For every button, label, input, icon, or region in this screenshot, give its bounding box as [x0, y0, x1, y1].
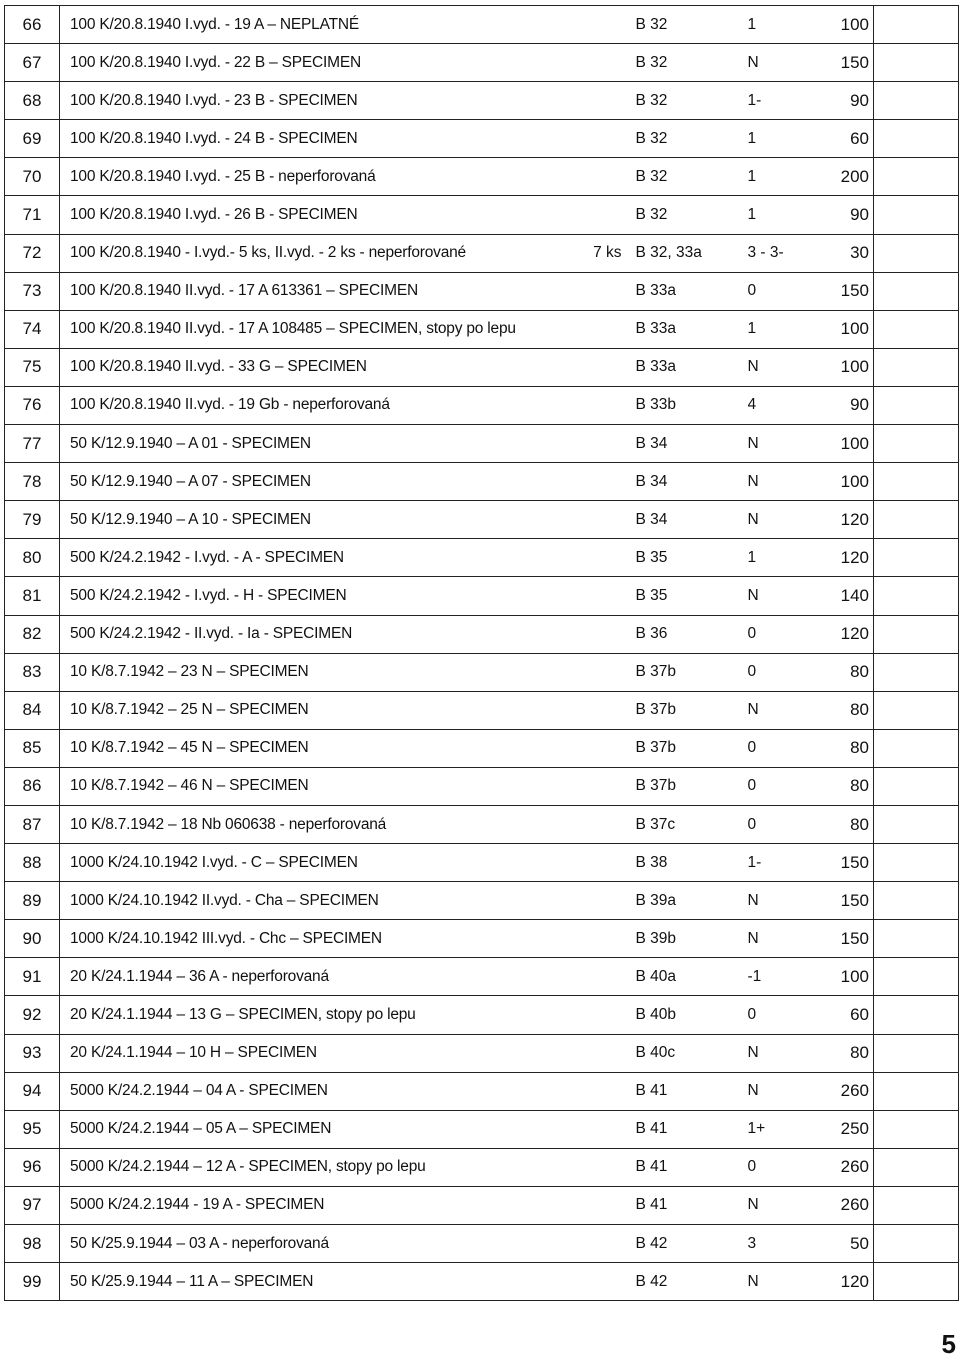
lot-number: 98: [5, 1225, 60, 1263]
catalog-number: B 32: [636, 196, 748, 234]
lot-quantity: [568, 463, 636, 501]
table-row: [5, 234, 959, 272]
lot-quantity: [568, 958, 636, 996]
lot-description: 20 K/24.1.1944 – 13 G – SPECIMEN, stopy po lepu: [60, 996, 568, 1034]
lot-quantity: [568, 1225, 636, 1263]
lot-quantity: [568, 425, 636, 463]
lot-quantity: [568, 1034, 636, 1072]
empty-cell: [874, 653, 959, 691]
empty-cell: [874, 1072, 959, 1110]
empty-cell: [874, 844, 959, 882]
empty-cell: [874, 120, 959, 158]
starting-price: 100: [820, 6, 874, 44]
starting-price: 30: [820, 234, 874, 272]
starting-price: 80: [820, 1034, 874, 1072]
starting-price: 150: [820, 272, 874, 310]
lot-description: 500 K/24.2.1942 - I.vyd. - H - SPECIMEN: [60, 577, 568, 615]
lot-quantity: [568, 1186, 636, 1224]
table-row: [5, 44, 959, 82]
lot-description: 1000 K/24.10.1942 I.vyd. - C – SPECIMEN: [60, 844, 568, 882]
lot-number: 81: [5, 577, 60, 615]
lot-number: 95: [5, 1110, 60, 1148]
condition-grade: N: [748, 44, 820, 82]
starting-price: 90: [820, 82, 874, 120]
lot-number: 79: [5, 501, 60, 539]
catalog-number: B 42: [636, 1263, 748, 1301]
table-row: [5, 539, 959, 577]
catalog-number: B 40c: [636, 1034, 748, 1072]
starting-price: 100: [820, 310, 874, 348]
starting-price: 250: [820, 1110, 874, 1148]
lot-description: 50 K/25.9.1944 – 03 A - neperforovaná: [60, 1225, 568, 1263]
lot-number: 75: [5, 348, 60, 386]
empty-cell: [874, 6, 959, 44]
empty-cell: [874, 958, 959, 996]
empty-cell: [874, 310, 959, 348]
lot-number: 94: [5, 1072, 60, 1110]
empty-cell: [874, 767, 959, 805]
starting-price: 150: [820, 882, 874, 920]
catalog-number: B 32, 33a: [636, 234, 748, 272]
condition-grade: 4: [748, 386, 820, 424]
lot-number: 97: [5, 1186, 60, 1224]
starting-price: 80: [820, 729, 874, 767]
starting-price: 80: [820, 767, 874, 805]
starting-price: 260: [820, 1186, 874, 1224]
lot-description: 100 K/20.8.1940 II.vyd. - 19 Gb - neperforovaná: [60, 386, 568, 424]
starting-price: 90: [820, 196, 874, 234]
lot-quantity: [568, 539, 636, 577]
starting-price: 100: [820, 958, 874, 996]
starting-price: 150: [820, 44, 874, 82]
table-row: [5, 272, 959, 310]
table-row: [5, 120, 959, 158]
catalog-number: B 37c: [636, 805, 748, 843]
empty-cell: [874, 348, 959, 386]
empty-cell: [874, 1186, 959, 1224]
empty-cell: [874, 272, 959, 310]
empty-cell: [874, 1034, 959, 1072]
catalog-number: B 39a: [636, 882, 748, 920]
condition-grade: 3 - 3-: [748, 234, 820, 272]
lot-description: 100 K/20.8.1940 - I.vyd.- 5 ks, II.vyd. - 2 ks - neperforované: [60, 234, 568, 272]
condition-grade: N: [748, 1034, 820, 1072]
condition-grade: 0: [748, 615, 820, 653]
lot-description: 100 K/20.8.1940 I.vyd. - 26 B - SPECIMEN: [60, 196, 568, 234]
lot-number: 96: [5, 1148, 60, 1186]
lot-description: 5000 K/24.2.1944 – 04 A - SPECIMEN: [60, 1072, 568, 1110]
lot-quantity: [568, 996, 636, 1034]
table-row: [5, 348, 959, 386]
empty-cell: [874, 386, 959, 424]
lot-number: 76: [5, 386, 60, 424]
lot-description: 100 K/20.8.1940 I.vyd. - 25 B - neperforovaná: [60, 158, 568, 196]
starting-price: 50: [820, 1225, 874, 1263]
condition-grade: 1: [748, 539, 820, 577]
condition-grade: 0: [748, 272, 820, 310]
condition-grade: 3: [748, 1225, 820, 1263]
catalog-number: B 33b: [636, 386, 748, 424]
catalog-number: B 41: [636, 1110, 748, 1148]
lot-quantity: [568, 272, 636, 310]
lot-quantity: [568, 120, 636, 158]
table-row: [5, 1034, 959, 1072]
catalog-number: B 34: [636, 501, 748, 539]
lot-number: 89: [5, 882, 60, 920]
catalog-number: B 33a: [636, 348, 748, 386]
starting-price: 120: [820, 501, 874, 539]
lot-number: 80: [5, 539, 60, 577]
table-row: [5, 386, 959, 424]
starting-price: 150: [820, 920, 874, 958]
lot-description: 50 K/12.9.1940 – A 10 - SPECIMEN: [60, 501, 568, 539]
lot-description: 100 K/20.8.1940 II.vyd. - 33 G – SPECIMEN: [60, 348, 568, 386]
lot-description: 500 K/24.2.1942 - II.vyd. - Ia - SPECIMEN: [60, 615, 568, 653]
catalog-number: B 32: [636, 120, 748, 158]
condition-grade: N: [748, 501, 820, 539]
empty-cell: [874, 805, 959, 843]
catalog-number: B 39b: [636, 920, 748, 958]
empty-cell: [874, 158, 959, 196]
lot-number: 92: [5, 996, 60, 1034]
table-row: [5, 653, 959, 691]
condition-grade: N: [748, 463, 820, 501]
lot-description: 10 K/8.7.1942 – 25 N – SPECIMEN: [60, 691, 568, 729]
lot-quantity: [568, 82, 636, 120]
lot-number: 78: [5, 463, 60, 501]
table-row: [5, 158, 959, 196]
catalog-number: B 36: [636, 615, 748, 653]
table-row: [5, 196, 959, 234]
empty-cell: [874, 234, 959, 272]
condition-grade: 1: [748, 6, 820, 44]
lot-description: 50 K/25.9.1944 – 11 A – SPECIMEN: [60, 1263, 568, 1301]
lot-quantity: [568, 1072, 636, 1110]
lot-description: 5000 K/24.2.1944 - 19 A - SPECIMEN: [60, 1186, 568, 1224]
catalog-number: B 37b: [636, 653, 748, 691]
lot-number: 72: [5, 234, 60, 272]
lot-quantity: [568, 653, 636, 691]
lot-description: 100 K/20.8.1940 II.vyd. - 17 A 108485 – SPECIMEN, stopy po lepu: [60, 310, 568, 348]
catalog-number: B 32: [636, 158, 748, 196]
catalog-number: B 37b: [636, 729, 748, 767]
table-row: [5, 958, 959, 996]
catalog-number: B 33a: [636, 272, 748, 310]
catalog-number: B 41: [636, 1072, 748, 1110]
empty-cell: [874, 539, 959, 577]
condition-grade: 0: [748, 996, 820, 1034]
empty-cell: [874, 196, 959, 234]
starting-price: 60: [820, 120, 874, 158]
lot-number: 67: [5, 44, 60, 82]
catalog-number: B 40b: [636, 996, 748, 1034]
table-row: [5, 805, 959, 843]
table-row: [5, 1110, 959, 1148]
table-row: [5, 6, 959, 44]
lot-number: 74: [5, 310, 60, 348]
lot-rows: [5, 6, 959, 1301]
lot-number: 82: [5, 615, 60, 653]
catalog-number: B 35: [636, 577, 748, 615]
lot-quantity: [568, 310, 636, 348]
condition-grade: 0: [748, 767, 820, 805]
lot-quantity: [568, 844, 636, 882]
table-row: [5, 615, 959, 653]
empty-cell: [874, 501, 959, 539]
catalog-number: B 33a: [636, 310, 748, 348]
condition-grade: 0: [748, 1148, 820, 1186]
table-row: [5, 1225, 959, 1263]
table-row: [5, 1186, 959, 1224]
catalog-number: B 32: [636, 44, 748, 82]
condition-grade: 1: [748, 158, 820, 196]
lot-description: 1000 K/24.10.1942 III.vyd. - Chc – SPECIMEN: [60, 920, 568, 958]
lot-quantity: [568, 767, 636, 805]
catalog-number: B 42: [636, 1225, 748, 1263]
lot-description: 100 K/20.8.1940 II.vyd. - 17 A 613361 – SPECIMEN: [60, 272, 568, 310]
lot-number: 85: [5, 729, 60, 767]
starting-price: 260: [820, 1148, 874, 1186]
condition-grade: 1+: [748, 1110, 820, 1148]
table-row: [5, 882, 959, 920]
condition-grade: N: [748, 882, 820, 920]
empty-cell: [874, 1148, 959, 1186]
empty-cell: [874, 425, 959, 463]
catalog-number: B 38: [636, 844, 748, 882]
condition-grade: 0: [748, 805, 820, 843]
lot-quantity: [568, 158, 636, 196]
starting-price: 60: [820, 996, 874, 1034]
lot-quantity: [568, 882, 636, 920]
catalog-number: B 40a: [636, 958, 748, 996]
lot-quantity: [568, 6, 636, 44]
page-number: 5: [941, 1329, 956, 1359]
starting-price: 100: [820, 463, 874, 501]
lot-quantity: [568, 729, 636, 767]
starting-price: 80: [820, 805, 874, 843]
catalog-number: B 37b: [636, 767, 748, 805]
auction-lot-table: [4, 5, 959, 1301]
lot-number: 99: [5, 1263, 60, 1301]
condition-grade: N: [748, 348, 820, 386]
lot-number: 73: [5, 272, 60, 310]
lot-description: 5000 K/24.2.1944 – 05 A – SPECIMEN: [60, 1110, 568, 1148]
condition-grade: 1-: [748, 844, 820, 882]
table-row: [5, 501, 959, 539]
catalog-number: B 32: [636, 82, 748, 120]
empty-cell: [874, 1263, 959, 1301]
lot-description: 10 K/8.7.1942 – 23 N – SPECIMEN: [60, 653, 568, 691]
lot-description: 20 K/24.1.1944 – 36 A - neperforovaná: [60, 958, 568, 996]
lot-description: 100 K/20.8.1940 I.vyd. - 22 B – SPECIMEN: [60, 44, 568, 82]
lot-number: 84: [5, 691, 60, 729]
lot-number: 71: [5, 196, 60, 234]
lot-description: 500 K/24.2.1942 - I.vyd. - A - SPECIMEN: [60, 539, 568, 577]
catalog-sheet: [4, 5, 958, 1301]
empty-cell: [874, 920, 959, 958]
lot-number: 77: [5, 425, 60, 463]
lot-description: 20 K/24.1.1944 – 10 H – SPECIMEN: [60, 1034, 568, 1072]
catalog-number: B 37b: [636, 691, 748, 729]
starting-price: 120: [820, 1263, 874, 1301]
lot-quantity: [568, 1148, 636, 1186]
empty-cell: [874, 691, 959, 729]
empty-cell: [874, 996, 959, 1034]
condition-grade: 1: [748, 196, 820, 234]
table-row: [5, 844, 959, 882]
table-row: [5, 996, 959, 1034]
lot-description: 10 K/8.7.1942 – 46 N – SPECIMEN: [60, 767, 568, 805]
empty-cell: [874, 577, 959, 615]
condition-grade: N: [748, 425, 820, 463]
table-row: [5, 920, 959, 958]
lot-quantity: [568, 1110, 636, 1148]
table-row: [5, 425, 959, 463]
lot-number: 86: [5, 767, 60, 805]
lot-quantity: [568, 805, 636, 843]
lot-description: 1000 K/24.10.1942 II.vyd. - Cha – SPECIMEN: [60, 882, 568, 920]
condition-grade: N: [748, 920, 820, 958]
catalog-number: B 35: [636, 539, 748, 577]
condition-grade: 1: [748, 310, 820, 348]
catalog-number: B 41: [636, 1186, 748, 1224]
catalog-number: B 34: [636, 463, 748, 501]
lot-description: 100 K/20.8.1940 I.vyd. - 24 B - SPECIMEN: [60, 120, 568, 158]
condition-grade: N: [748, 577, 820, 615]
condition-grade: N: [748, 1263, 820, 1301]
empty-cell: [874, 1225, 959, 1263]
catalog-number: B 34: [636, 425, 748, 463]
catalog-number: B 32: [636, 6, 748, 44]
table-row: [5, 729, 959, 767]
lot-number: 87: [5, 805, 60, 843]
starting-price: 80: [820, 691, 874, 729]
lot-quantity: [568, 615, 636, 653]
lot-description: 10 K/8.7.1942 – 45 N – SPECIMEN: [60, 729, 568, 767]
empty-cell: [874, 882, 959, 920]
lot-quantity: [568, 44, 636, 82]
lot-quantity: 7 ks: [568, 234, 636, 272]
lot-number: 66: [5, 6, 60, 44]
condition-grade: N: [748, 691, 820, 729]
lot-description: 5000 K/24.2.1944 – 12 A - SPECIMEN, stopy po lepu: [60, 1148, 568, 1186]
condition-grade: N: [748, 1072, 820, 1110]
table-row: [5, 310, 959, 348]
condition-grade: 0: [748, 729, 820, 767]
table-row: [5, 1072, 959, 1110]
lot-number: 83: [5, 653, 60, 691]
lot-description: 10 K/8.7.1942 – 18 Nb 060638 - neperforovaná: [60, 805, 568, 843]
condition-grade: 1: [748, 120, 820, 158]
empty-cell: [874, 44, 959, 82]
lot-quantity: [568, 386, 636, 424]
starting-price: 150: [820, 844, 874, 882]
starting-price: 90: [820, 386, 874, 424]
starting-price: 260: [820, 1072, 874, 1110]
lot-quantity: [568, 691, 636, 729]
lot-description: 50 K/12.9.1940 – A 01 - SPECIMEN: [60, 425, 568, 463]
starting-price: 120: [820, 539, 874, 577]
lot-quantity: [568, 501, 636, 539]
table-row: [5, 1263, 959, 1301]
lot-number: 90: [5, 920, 60, 958]
starting-price: 140: [820, 577, 874, 615]
table-row: [5, 463, 959, 501]
empty-cell: [874, 1110, 959, 1148]
starting-price: 100: [820, 425, 874, 463]
empty-cell: [874, 463, 959, 501]
starting-price: 200: [820, 158, 874, 196]
empty-cell: [874, 729, 959, 767]
lot-quantity: [568, 577, 636, 615]
condition-grade: 1-: [748, 82, 820, 120]
lot-quantity: [568, 348, 636, 386]
starting-price: 80: [820, 653, 874, 691]
condition-grade: N: [748, 1186, 820, 1224]
lot-description: 100 K/20.8.1940 I.vyd. - 19 A – NEPLATNÉ: [60, 6, 568, 44]
table-row: [5, 767, 959, 805]
empty-cell: [874, 615, 959, 653]
lot-number: 70: [5, 158, 60, 196]
catalog-number: B 41: [636, 1148, 748, 1186]
starting-price: 100: [820, 348, 874, 386]
lot-number: 93: [5, 1034, 60, 1072]
condition-grade: 0: [748, 653, 820, 691]
lot-number: 91: [5, 958, 60, 996]
lot-number: 68: [5, 82, 60, 120]
lot-number: 88: [5, 844, 60, 882]
empty-cell: [874, 82, 959, 120]
table-row: [5, 1148, 959, 1186]
table-row: [5, 691, 959, 729]
lot-quantity: [568, 1263, 636, 1301]
lot-description: 50 K/12.9.1940 – A 07 - SPECIMEN: [60, 463, 568, 501]
lot-description: 100 K/20.8.1940 I.vyd. - 23 B - SPECIMEN: [60, 82, 568, 120]
lot-quantity: [568, 920, 636, 958]
lot-number: 69: [5, 120, 60, 158]
lot-quantity: [568, 196, 636, 234]
table-row: [5, 577, 959, 615]
condition-grade: -1: [748, 958, 820, 996]
table-row: [5, 82, 959, 120]
starting-price: 120: [820, 615, 874, 653]
